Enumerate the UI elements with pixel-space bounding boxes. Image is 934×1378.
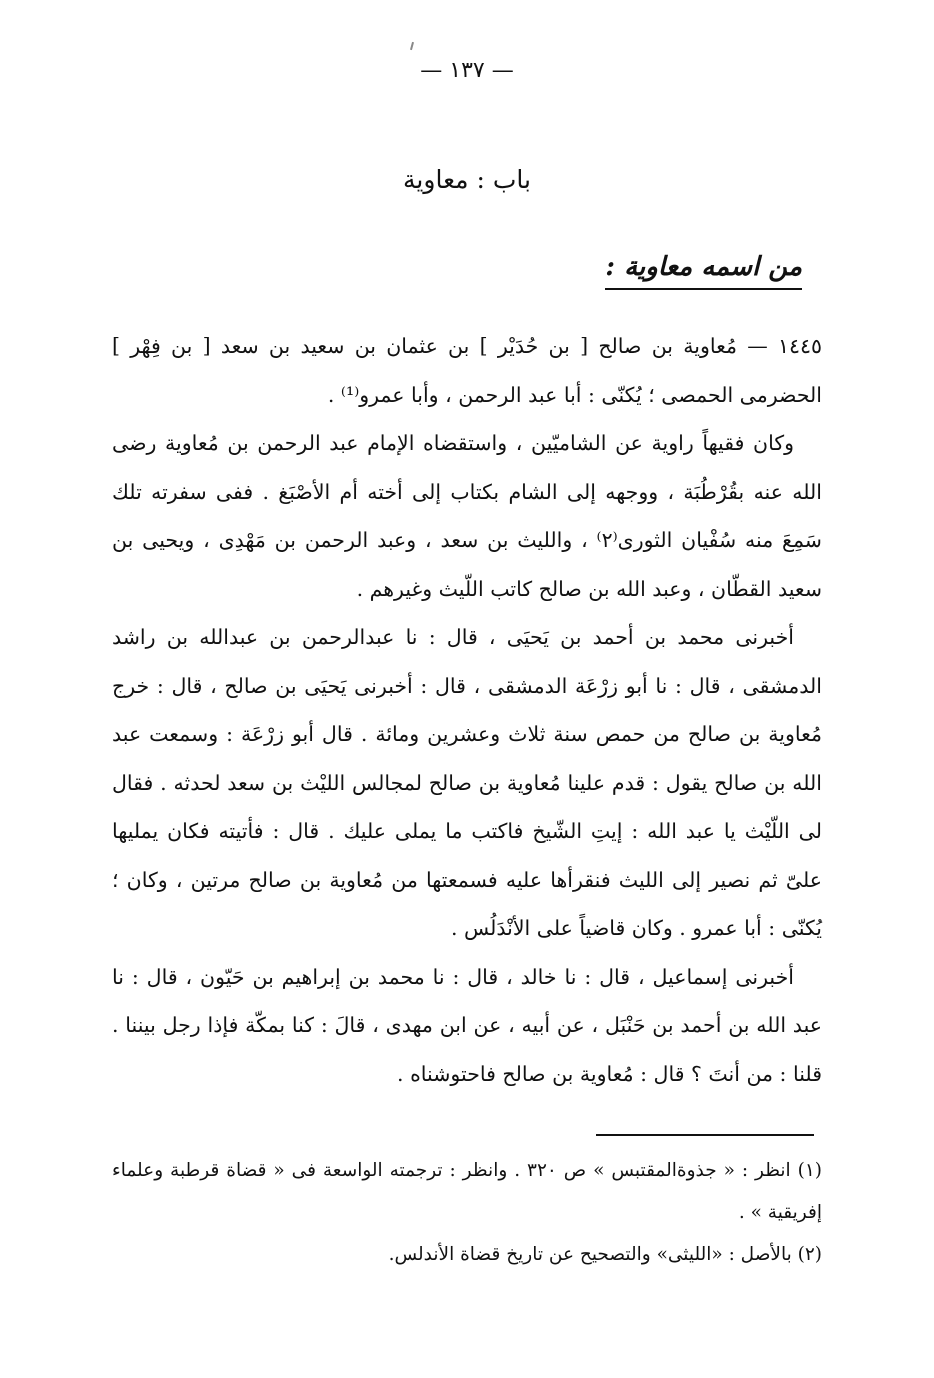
- footnote-divider: [596, 1134, 814, 1136]
- narration-paragraph-1: أخبرنى محمد بن أحمد بن يَحيَى ، قال : نا عبدالرحمن بن عبدالله بن راشد الدمشقى ، قال : نا أبو زرْعَة الدمشقى ، قال : أخبرنى يَحيَى بن صالح ، قال : خرج مُعاوية بن صالح من حمص سنة ثلاث وعشرين ومائة . قال أبو زرْعَة : وسمعت عبد الله بن صالح يقول : قدم علينا مُعاوية بن صالح لمجالس الليْث بن سعد لحدثه . فقال لى اللّيْث يا عبد الله : إيتِ الشّيخ فاكتب ما يملى عليك . قال : فأتيته فكان يمليها علىّ ثم نصير إلى الليث فنقرأها عليه فسمعتها من مُعاوية بن صالح مرتين ، وكان ؛ يُكنّى : أبا عمرو . وكان قاضياً على الأنْدَلُس .: [112, 625, 822, 940]
- section-subheading: من اسمه معاوية :: [605, 252, 802, 290]
- page-number: — ١٣٧ —: [420, 58, 514, 83]
- narration-paragraph-2: أخبرنى إسماعيل ، قال : نا خالد ، قال : نا محمد بن إبراهيم بن حَيّون ، قال : نا عبد الله بن أحمد بن حَنْبَل ، عن أبيه ، عن ابن مهدى ، قالَ : كنا بمكّة فإذا رجل بيننا . قلنا : من أنتَ ؟ قال : مُعاوية بن صالح فاحتوشناه .: [112, 964, 822, 1086]
- biography-paragraph: وكان فقيهاً راوية عن الشاميّين ، واستقضاه الإمام عبد الرحمن بن مُعاوية رضى الله عنه بقُرْطُبَة ، ووجهه إلى الشام بكتاب إلى أخته أم الأصْبَغ . ففى سفرته تلك سَمِعَ منه سُفْيان الثورى⁽٢⁾ ، والليث بن سعد ، وعبد الرحمن بن مَهْدِى ، ويحيى بن سعيد القطّان ، وعبد الله بن صالح كاتب اللّيث وغيرهم .: [112, 431, 822, 601]
- chapter-title: باب : معاوية: [403, 165, 531, 194]
- scan-speck: [410, 42, 414, 50]
- footnote-1: (١) انظر : « جذوةالمقتبس » ص ٣٢٠ . وانظر : ترجمته الواسعة فى « قضاة قرطبة وعلماء إفريقية » .: [112, 1160, 822, 1223]
- entry-paragraph-1445: ١٤٤٥ — مُعاوية بن صالح [ بن حُدَيْر ] بن عثمان بن سعيد بن سعد [ بن فِهْر ] الحضرمى الحمصى ؛ يُكنّى : أبا عبد الرحمن ، وأبا عمرو⁽¹⁾ .: [112, 334, 822, 407]
- footnote-2: (٢) بالأصل : «الليثى» والتصحيح عن تاريخ قضاة الأندلس.: [388, 1244, 822, 1265]
- body-text: [112, 322, 822, 1098]
- footnotes: [112, 1150, 822, 1276]
